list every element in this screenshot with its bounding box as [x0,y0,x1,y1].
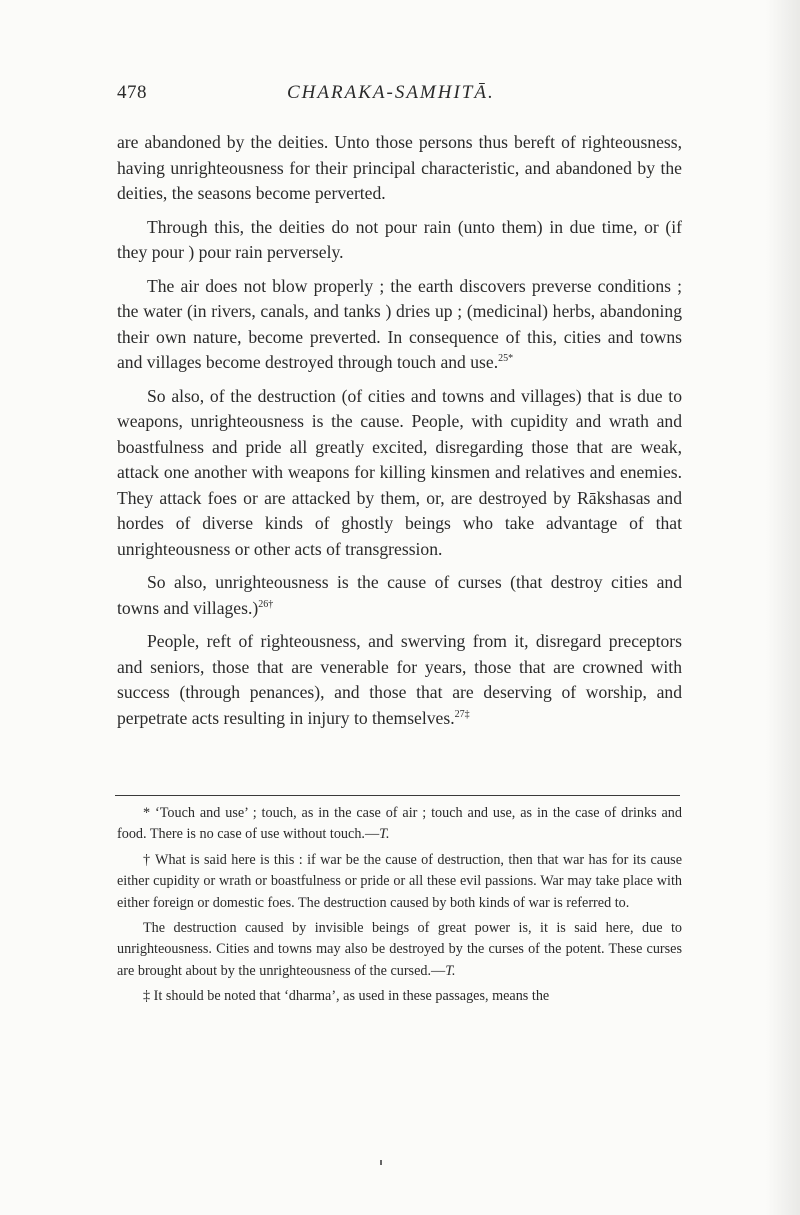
page-header [117,82,683,112]
paragraph-6-text: People, reft of righteousness, and swerving from it, disregard preceptors and seniors, those that are venerable for years, those that are crowned with success (through penances), and those that are deserving of worship, and perpetrate acts resulting in injury to themselves. [117,631,682,728]
paragraph-6 [117,629,682,731]
footnote-1 [117,803,682,846]
footnote-ref-25: 25* [498,353,514,364]
footnote-3-text: The destruction caused by invisible beings of great power is, it is said here, due to unrighteousness. Cities and towns may also be destroyed by the curses of the potent. These curses are brought about by the unrighteousness of the cursed.— [117,920,682,979]
footnote-2-text: † What is said here is this : if war be the cause of destruction, then that war has for its cause either cupidity or wrath or boastfulness or pride or all these evil passions. War may take place with either foreign or domestic foes. The destruction caused by both kinds of war is referred to. [117,851,682,911]
footnote-ref-27: 27‡ [454,708,470,720]
footnote-2 [117,850,682,914]
footnote-4 [117,986,682,1007]
paragraph-1 [117,130,682,207]
page-edge-shadow [766,0,800,1215]
footnote-4-text: ‡ It should be noted that ‘dharma’, as used in these passages, means the [143,988,550,1005]
footnote-1-signature: T. [379,826,390,843]
paragraph-4 [117,384,682,563]
paragraph-5 [117,570,682,621]
paragraph-2-text: Through this, the deities do not pour rain (unto them) in due time, or (if they pour ) pour rain perversely. [117,216,682,262]
paragraph-3 [117,274,682,376]
running-title: CHARAKA-SAMHITĀ. [287,82,495,103]
paragraph-4-text: So also, of the destruction (of cities and towns and villages) that is due to weapons, unrighteousness is the cause. People, with cupidity and wrath and boastfulness and pride all greatly excited, disregarding those that are weak, attack one another with weapons for killing kinsmen and relatives and enemies. They attack foes or are attacked by them, or, are destroyed by Rākshasas and hordes of diverse kinds of ghostly beings who take advantage of that unrighteousness or other acts of transgression. [117,385,682,559]
footnotes [117,803,682,1012]
footnote-1-text: * ‘Touch and use’ ; touch, as in the case of air ; touch and use, as in the case of drinks and food. There is no case of use without touch.— [117,805,682,843]
main-text [117,130,682,739]
footnote-divider [115,795,680,796]
paragraph-2 [117,215,682,266]
paragraph-5-text: So also, unrighteousness is the cause of curses (that destroy cities and towns and villages.) [117,572,682,618]
paragraph-1-text: are abandoned by the deities. Unto those persons thus bereft of righteousness, having unrighteousness for their principal characteristic, and abandoned by the deities, the seasons become perverted. [117,132,682,203]
footnote-3 [117,918,682,982]
paragraph-3-text: The air does not blow properly ; the earth discovers preverse conditions ; the water (in rivers, canals, and tanks ) dries up ; (medicinal) herbs, abandoning their own nature, become preverted. In consequence of this, cities and towns and villages become destroyed through touch and use. [117,275,682,372]
footnote-ref-26: 26† [258,598,274,610]
print-speck [380,1160,382,1165]
footnote-3-signature: T. [445,962,456,979]
page-number: 478 [117,82,147,103]
